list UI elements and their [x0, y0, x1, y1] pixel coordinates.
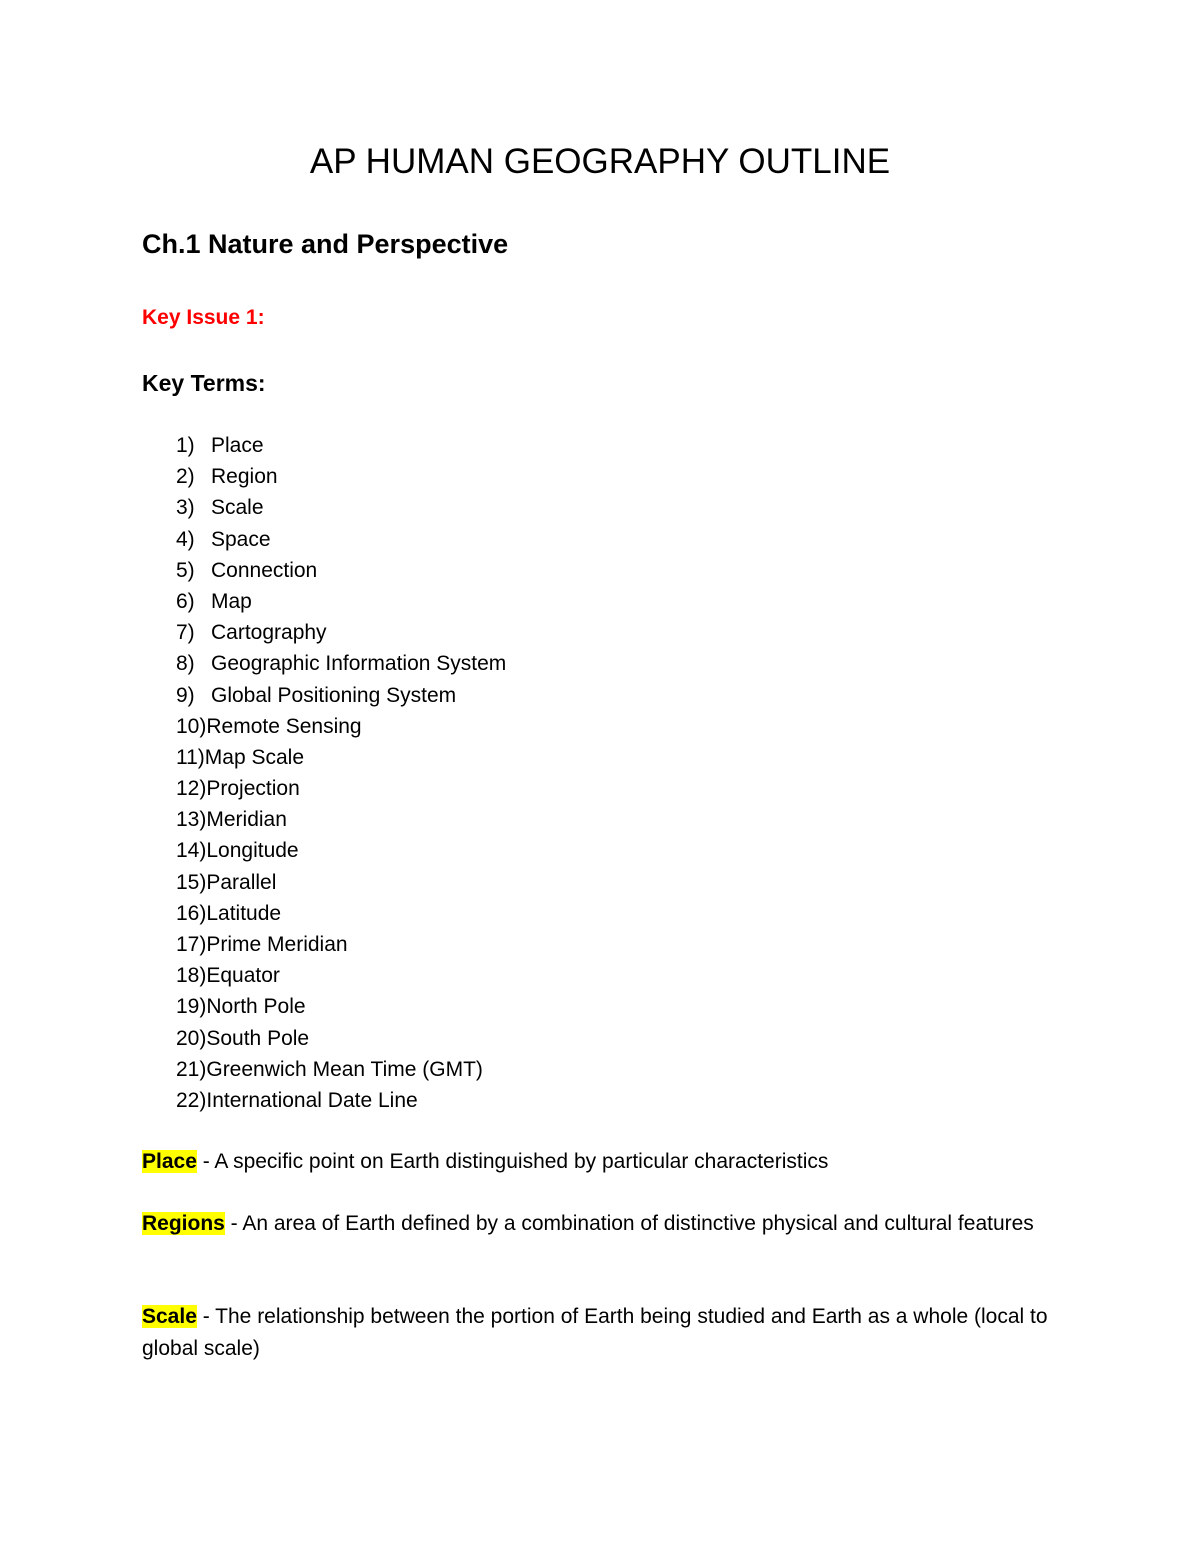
definition-text: - The relationship between the portion of Earth being studied and Earth as a whole (local to global scale)	[142, 1305, 1048, 1360]
list-item-number: 14)	[176, 839, 207, 863]
list-item-number: 10)	[176, 714, 207, 738]
list-item	[176, 1054, 506, 1085]
list-item-number: 19)	[176, 995, 207, 1019]
list-item-number: 5)	[176, 558, 195, 582]
list-item-label: Meridian	[206, 808, 287, 832]
list-item-label: Geographic Information System	[211, 652, 507, 676]
list-item	[176, 867, 506, 898]
list-item-number: 20)	[176, 1026, 207, 1050]
definition-text: - A specific point on Earth distinguished by particular characteristics	[196, 1150, 829, 1173]
key-terms-heading: Key Terms:	[142, 370, 266, 396]
list-item	[176, 680, 506, 711]
list-item-label: South Pole	[206, 1026, 310, 1050]
list-item-number: 22)	[176, 1088, 207, 1112]
list-item-number: 16)	[176, 901, 207, 925]
list-item-label: Scale	[211, 496, 264, 520]
list-item-number: 15)	[176, 870, 207, 894]
list-item	[176, 835, 506, 866]
key-terms-list	[176, 430, 506, 1116]
list-item	[176, 492, 506, 523]
highlighted-term: Regions	[142, 1212, 225, 1235]
list-item	[176, 711, 506, 742]
list-item	[176, 1085, 506, 1116]
list-item	[176, 461, 506, 492]
highlighted-term: Place	[142, 1150, 197, 1173]
list-item-label: Connection	[211, 558, 318, 582]
list-item	[176, 617, 506, 648]
list-item	[176, 1023, 506, 1054]
list-item-label: Global Positioning System	[211, 683, 457, 707]
list-item-number: 2)	[176, 465, 195, 489]
list-item	[176, 991, 506, 1022]
list-item	[176, 773, 506, 804]
list-item-label: Parallel	[206, 870, 277, 894]
list-item-label: Latitude	[206, 901, 282, 925]
list-item	[176, 804, 506, 835]
list-item-number: 4)	[176, 527, 195, 551]
list-item-number: 21)	[176, 1057, 207, 1081]
list-item-label: Prime Meridian	[206, 933, 348, 956]
document-title: AP HUMAN GEOGRAPHY OUTLINE	[309, 142, 891, 181]
list-item-number: 18)	[176, 964, 207, 988]
list-item-label: International Date Line	[206, 1088, 418, 1112]
list-item-number: 9)	[176, 683, 195, 707]
list-item	[176, 586, 506, 617]
list-item-label: Longitude	[206, 839, 299, 863]
list-item-number: 7)	[176, 621, 195, 645]
list-item	[176, 555, 506, 586]
list-item-number: 17)	[176, 933, 207, 956]
list-item-label: Space	[211, 527, 271, 551]
chapter-heading: Ch.1 Nature and Perspective	[142, 229, 509, 259]
key-issue-heading: Key Issue 1:	[142, 306, 265, 329]
list-item	[176, 960, 506, 991]
list-item-label: Map	[211, 589, 252, 613]
list-item-label: Place	[211, 434, 264, 457]
list-item	[176, 524, 506, 555]
list-item	[176, 898, 506, 929]
list-item	[176, 430, 506, 461]
list-item-number: 8)	[176, 652, 195, 676]
list-item-label: Remote Sensing	[206, 714, 362, 738]
list-item-label: Projection	[206, 777, 300, 801]
list-item-label: Map Scale	[204, 745, 305, 769]
list-item-number: 3)	[176, 496, 195, 520]
list-item-number: 6)	[176, 589, 195, 613]
list-item-label: Greenwich Mean Time (GMT)	[206, 1057, 483, 1081]
list-item	[176, 648, 506, 679]
definition-scale	[142, 1301, 1062, 1364]
highlighted-term: Scale	[142, 1305, 197, 1328]
list-item-number: 11)	[176, 745, 205, 769]
list-item-label: Region	[211, 465, 278, 489]
definition-regions	[142, 1208, 1062, 1240]
definition-text: - An area of Earth defined by a combination of distinctive physical and cultural features	[224, 1212, 1034, 1235]
list-item-number: 13)	[176, 808, 207, 832]
list-item-number: 1)	[176, 434, 195, 457]
list-item-label: Cartography	[211, 621, 327, 645]
list-item-number: 12)	[176, 777, 207, 801]
list-item-label: Equator	[206, 964, 280, 988]
list-item	[176, 742, 506, 773]
list-item	[176, 929, 506, 960]
list-item-label: North Pole	[206, 995, 306, 1019]
definition-place	[142, 1146, 1062, 1178]
